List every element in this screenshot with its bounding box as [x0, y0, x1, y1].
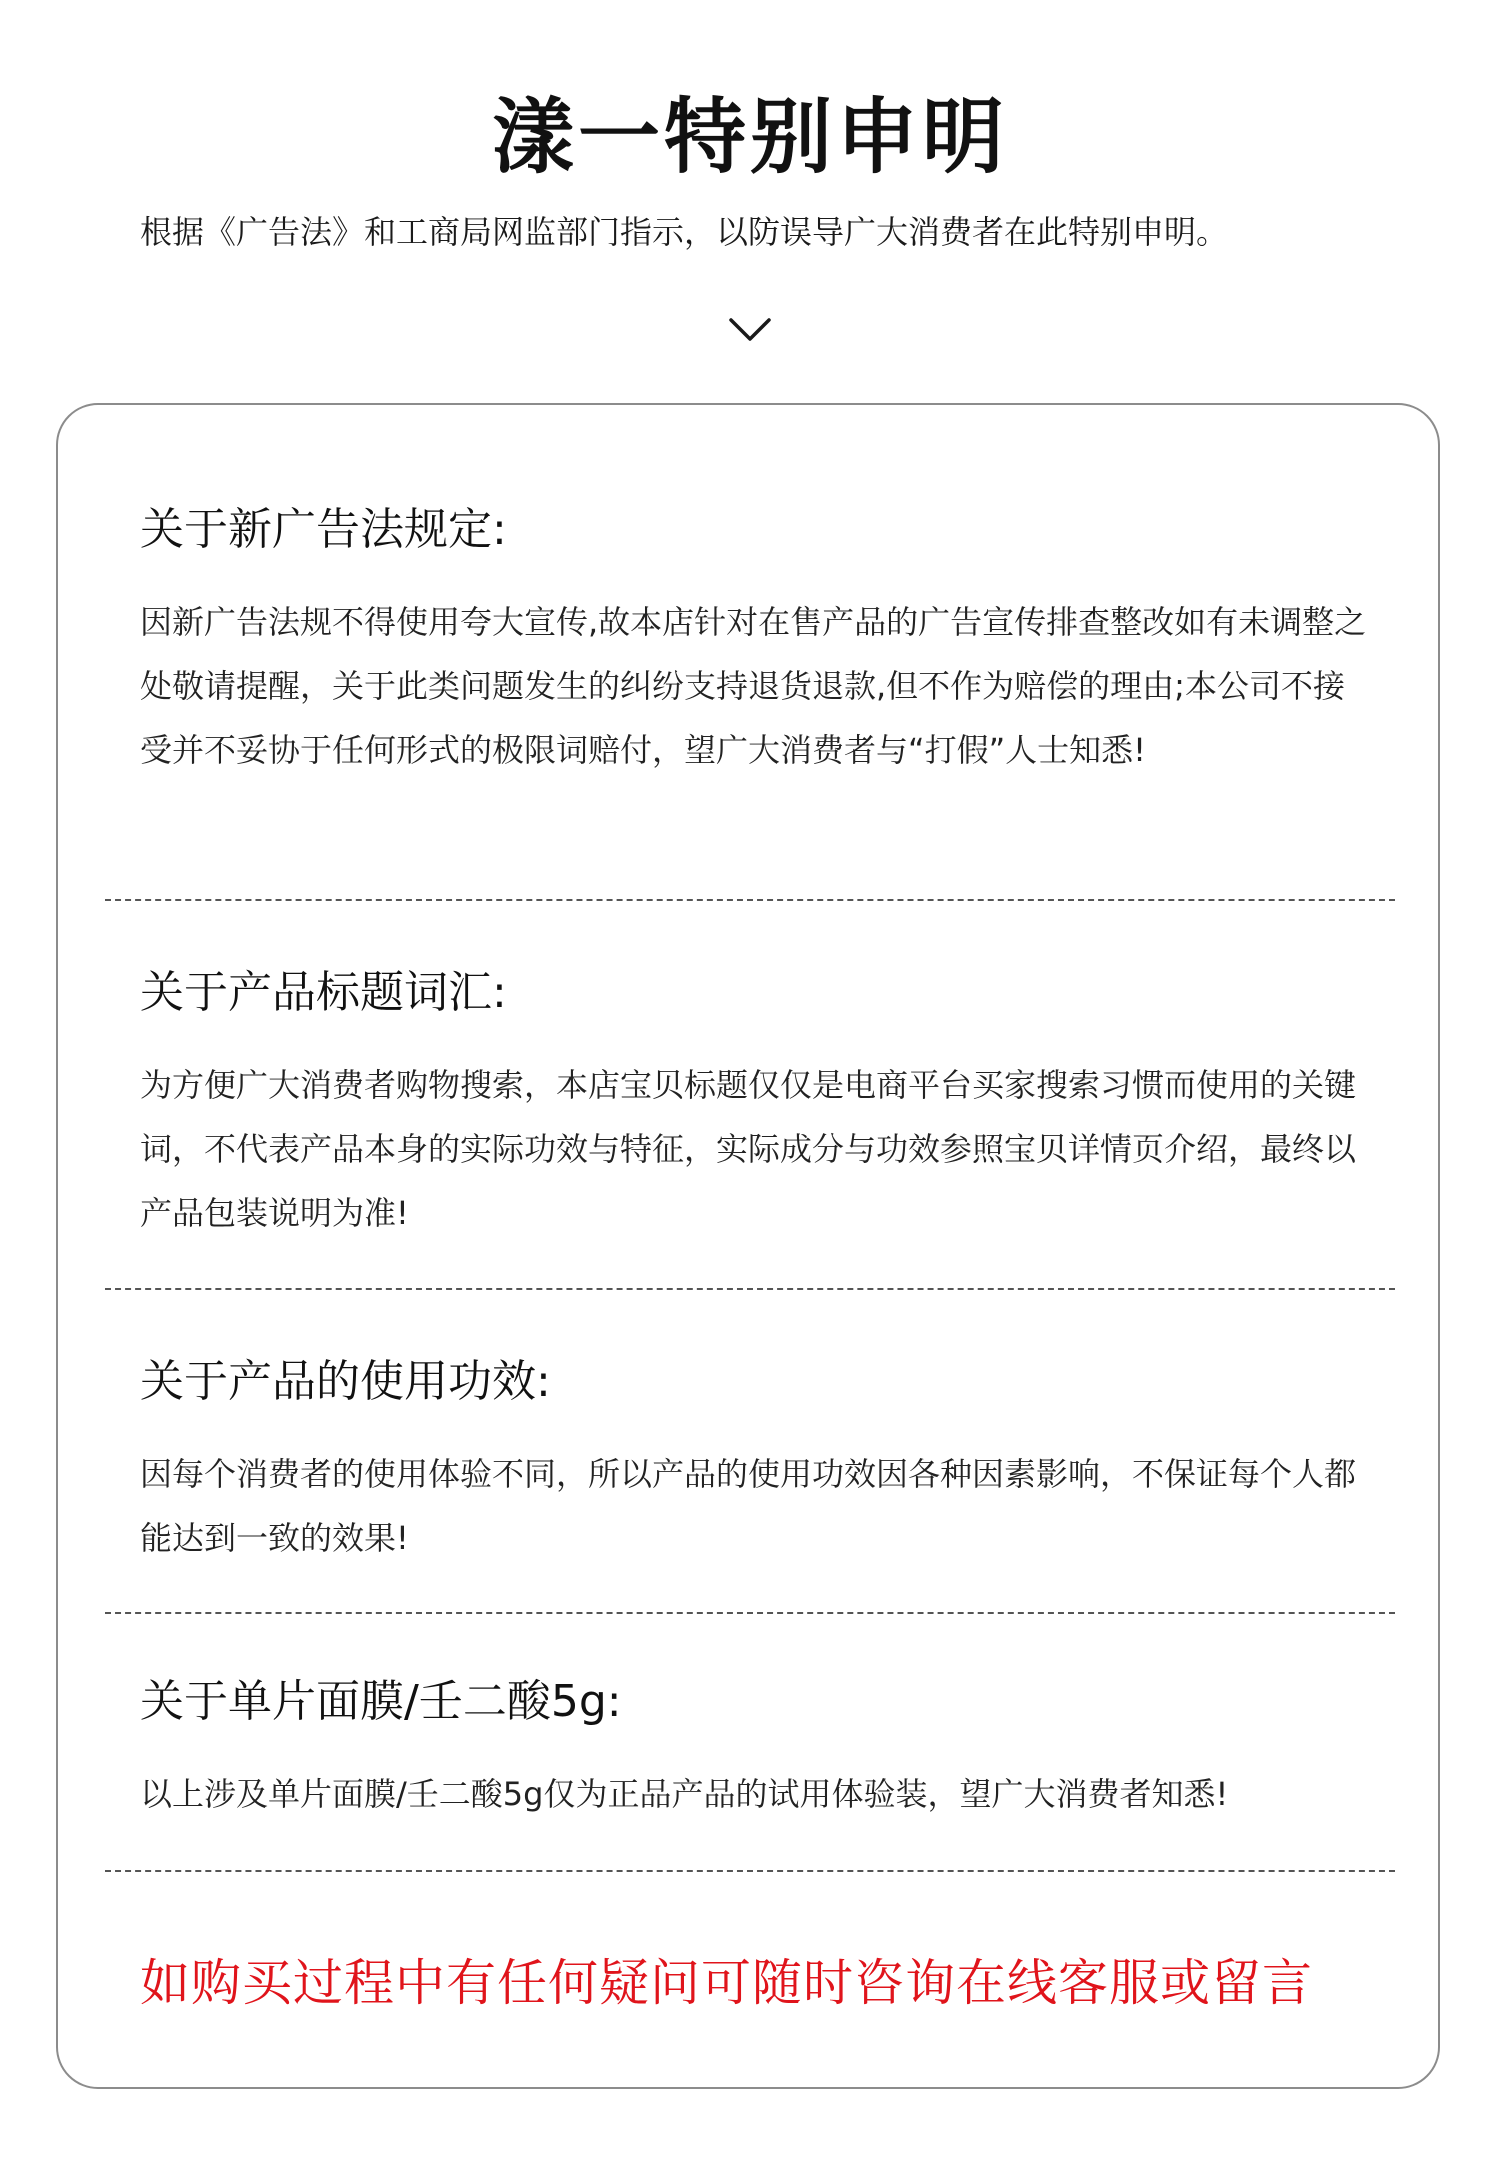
- section-ad-law: [140, 500, 1370, 782]
- chevron-down-icon: [727, 314, 773, 344]
- section-body: 因每个消费者的使用体验不同，所以产品的使用功效因各种因素影响，不保证每个人都能达到一致的效果!: [140, 1455, 1357, 1557]
- section-body: 以上涉及单片面膜/壬二酸5g仅为正品产品的试用体验装，望广大消费者知悉!: [140, 1775, 1229, 1813]
- section-product-efficacy: [140, 1352, 1370, 1570]
- section-heading: 关于单片面膜/壬二酸5g:: [140, 1676, 622, 1727]
- section-sample-mask: [140, 1672, 1370, 1826]
- customer-service-notice: 如购买过程中有任何疑问可随时咨询在线客服或留言: [140, 1954, 1313, 2012]
- section-heading: 关于新广告法规定:: [140, 504, 507, 555]
- section-heading: 关于产品标题词汇:: [140, 967, 507, 1018]
- section-body: 因新广告法规不得使用夸大宣传,故本店针对在售产品的广告宣传排查整改如有未调整之处敬请提醒，关于此类问题发生的纠纷支持退货退款,但不作为赔偿的理由;本公司不接受并不妥协于任何形式的极限词赔付，望广大消费者与“打假”人士知悉!: [140, 603, 1367, 769]
- intro-text: 根据《广告法》和工商局网监部门指示，以防误导广大消费者在此特别申明。: [140, 213, 1229, 251]
- divider: [105, 1870, 1395, 1872]
- section-body: 为方便广大消费者购物搜索，本店宝贝标题仅仅是电商平台买家搜索习惯而使用的关键词，不代表产品本身的实际功效与特征，实际成分与功效参照宝贝详情页介绍，最终以产品包装说明为准!: [140, 1066, 1357, 1232]
- section-title-vocabulary: [140, 963, 1370, 1245]
- divider: [105, 1288, 1395, 1290]
- divider: [105, 899, 1395, 901]
- divider: [105, 1612, 1395, 1614]
- section-heading: 关于产品的使用功效:: [140, 1356, 551, 1407]
- page-title: 漾一特别申明: [491, 90, 1008, 185]
